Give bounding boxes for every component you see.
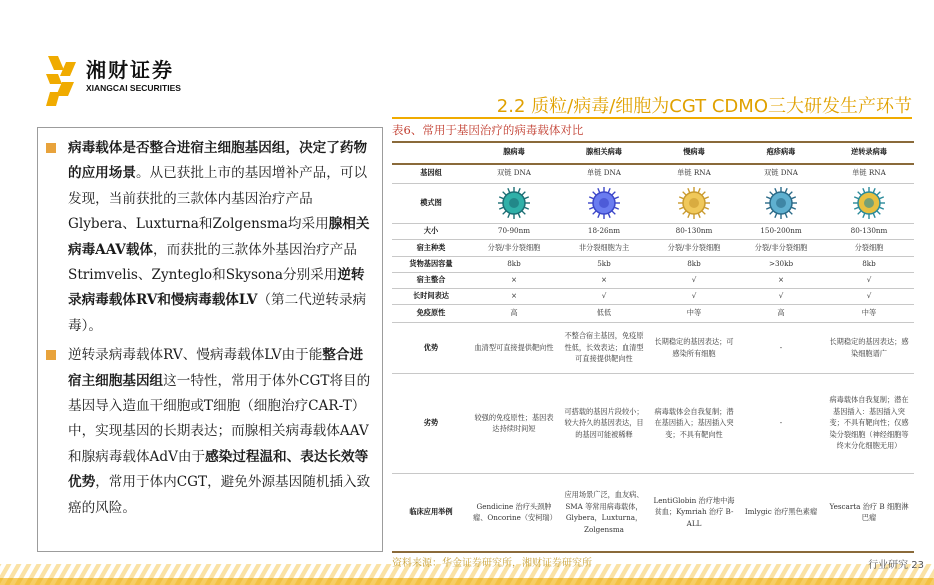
table-cell: 低低 bbox=[596, 308, 612, 318]
source-note: 资料来源：华金证券研究所，湘财证券研究所 bbox=[392, 558, 592, 569]
table-cell: - bbox=[779, 418, 783, 428]
row-label: 大小 bbox=[423, 226, 439, 236]
table-cell: 70-90nm bbox=[497, 226, 531, 236]
table-title: 表6、常用于基因治疗的病毒载体对比 bbox=[392, 123, 584, 137]
table-cell: 长期稳定的基因表达；感染细胞谱广 bbox=[829, 337, 909, 358]
row-label: 基因组 bbox=[420, 168, 442, 178]
company-name-cn: 湘财证券 bbox=[86, 58, 174, 82]
table-cell: √ bbox=[691, 291, 697, 301]
table-cell: 8kb bbox=[507, 259, 521, 269]
table-cell: 血清型可直接提供靶向性 bbox=[474, 342, 554, 352]
table-cell: 分裂/非分裂细胞 bbox=[667, 242, 721, 252]
title-rule bbox=[392, 117, 912, 119]
company-logo bbox=[44, 52, 194, 110]
bullet-item bbox=[46, 343, 376, 521]
table-cell: Yescarta 治疗 B 细胞淋巴瘤 bbox=[829, 501, 909, 522]
table-cell: √ bbox=[866, 275, 872, 285]
table-cell: 8kb bbox=[687, 259, 701, 269]
table-cell: 单链 RNA bbox=[677, 168, 711, 178]
bullet-square-icon bbox=[46, 143, 56, 153]
table-cell: 非分裂细胞为主 bbox=[578, 242, 630, 252]
table-cell: 中等 bbox=[861, 308, 877, 318]
virus-diagram-icon bbox=[650, 183, 738, 223]
table-cell: - bbox=[779, 342, 783, 352]
column-header: 腺相关病毒 bbox=[586, 147, 622, 156]
table-cell: Imlygic 治疗黑色素瘤 bbox=[744, 507, 818, 517]
row-label: 劣势 bbox=[423, 418, 439, 428]
row-label: 临床应用举例 bbox=[409, 507, 453, 517]
row-label: 模式图 bbox=[420, 198, 442, 208]
table-cell: 分裂/非分裂细胞 bbox=[487, 242, 541, 252]
table-cell: 应用场景广泛，血友病、SMA 等常用病毒载体，Glybera，Luxturna，Zolgensma bbox=[564, 490, 644, 534]
bullet-text: 病毒载体是否整合进宿主细胞基因组，决定了药物的应用场景。从已获批上市的基因增补产品，可以发现，当前获批的三款体内基因治疗产品Glybera、Luxturna和Zolgensma均采用腺相关病毒AAV载体，而获批的三款体外基因治疗产品Strimvelis、Zynteglo和Skysona分别采用逆转录病毒载体RV和慢病毒载体LV（第二代逆转录病毒）。 bbox=[68, 140, 370, 334]
table-cell: 长期稳定的基因表达；可感染所有细胞 bbox=[654, 337, 734, 358]
table-cell: 单链 RNA bbox=[852, 168, 886, 178]
row-label: 优势 bbox=[423, 342, 439, 352]
column-header: 慢病毒 bbox=[683, 147, 705, 156]
virus-diagram-icon bbox=[558, 183, 650, 223]
table-cell: 80-130nm bbox=[850, 226, 888, 236]
virus-diagram-icon bbox=[738, 183, 824, 223]
company-name-en: XIANGCAI SECURITIES bbox=[86, 83, 181, 93]
vector-comparison-table bbox=[392, 141, 914, 551]
summary-panel bbox=[37, 127, 383, 552]
section-title: 2.2 质粒/病毒/细胞为CGT CDMO三大研发生产环节 bbox=[496, 96, 912, 117]
bullet-text: 逆转录病毒载体RV、慢病毒载体LV由于能整合进宿主细胞基因组这一特性，常用于体外CGT将目的基因导入造血干细胞或T细胞（细胞治疗CAR-T）中，实现基因的长期表达；而腺相关病毒载体AAV和腺病毒载体AdV由于感染过程温和、表达长效等优势，常用于体内CGT，避免外源基因随机插入致癌的风险。 bbox=[68, 347, 371, 516]
table-cell: 分裂细胞 bbox=[854, 242, 884, 252]
table-cell: 5kb bbox=[597, 259, 611, 269]
table-cell: √ bbox=[691, 275, 697, 285]
column-header: 逆转录病毒 bbox=[851, 147, 887, 156]
table-cell: × bbox=[510, 275, 518, 285]
table-cell: 双链 DNA bbox=[497, 168, 531, 178]
column-header: 疱疹病毒 bbox=[766, 147, 796, 156]
table-cell: × bbox=[777, 275, 785, 285]
row-label: 货物基因容量 bbox=[409, 259, 453, 269]
table-cell: 高 bbox=[510, 308, 518, 318]
row-label: 宿主整合 bbox=[416, 275, 446, 285]
column-header: 腺病毒 bbox=[503, 147, 525, 156]
table-cell: 8kb bbox=[862, 259, 876, 269]
virus-diagram-icon bbox=[824, 183, 914, 223]
row-label: 免疫原性 bbox=[416, 308, 446, 318]
table-cell: 18-26nm bbox=[587, 226, 621, 236]
row-label: 宿主种类 bbox=[416, 242, 446, 252]
table-cell: × bbox=[600, 275, 608, 285]
table-cell: 分裂/非分裂细胞 bbox=[754, 242, 808, 252]
table-cell: LentiGlobin 治疗地中海贫血；Kymriah 治疗 B-ALL bbox=[653, 495, 735, 528]
table-cell: 中等 bbox=[686, 308, 702, 318]
table-cell: √ bbox=[601, 291, 607, 301]
table-cell: >30kb bbox=[768, 259, 794, 269]
table-cell: 单链 DNA bbox=[587, 168, 621, 178]
table-cell: √ bbox=[866, 291, 872, 301]
virus-diagram-icon bbox=[470, 183, 558, 223]
report-label: 行业研究 23 bbox=[868, 560, 924, 571]
table-cell: 不整合宿主基因，免疫原性低，长效表达；血清型可直接提供靶向性 bbox=[564, 331, 644, 364]
table-cell: 较强的免疫原性；基因表达持续时间短 bbox=[474, 412, 554, 433]
table-cell: 80-130nm bbox=[675, 226, 713, 236]
bullet-square-icon bbox=[46, 350, 56, 360]
table-cell: 双链 DNA bbox=[764, 168, 798, 178]
logo-mark-icon bbox=[44, 52, 80, 110]
table-cell: 病毒载体自我复制；潜在基因插入：基因插入突变；不具有靶向性；仅感染分裂细胞（神经细胞等终末分化细胞无用） bbox=[829, 395, 909, 451]
table-rule bbox=[392, 551, 914, 553]
table-cell: Gendicine 治疗头颈肿瘤、Oncorine（安柯瑞） bbox=[473, 501, 557, 522]
table-cell: 高 bbox=[777, 308, 785, 318]
row-label: 长时间表达 bbox=[413, 291, 449, 301]
table-cell: 可搭载的基因片段较小；较大持久的基因表达，目的基因可能被稀释 bbox=[564, 406, 644, 439]
table-cell: 150-200nm bbox=[760, 226, 802, 236]
table-cell: √ bbox=[778, 291, 784, 301]
bullet-item bbox=[46, 136, 376, 339]
table-cell: × bbox=[510, 291, 518, 301]
table-cell: 病毒载体会自我复制；潜在基因插入；基因插入突变；不具有靶向性 bbox=[654, 406, 734, 439]
